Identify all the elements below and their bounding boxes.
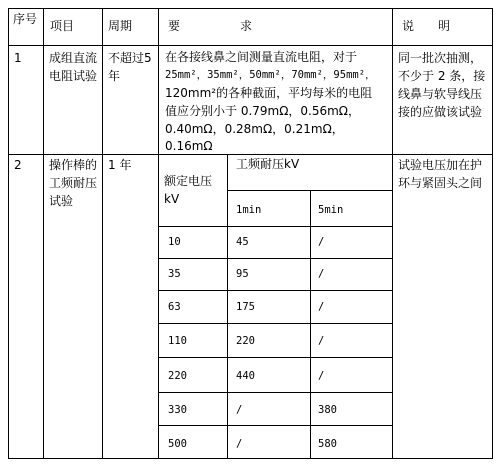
row1-req-line: 在各接线鼻之间测量直流电阻，对于 — [165, 50, 358, 64]
grid-line — [158, 357, 392, 358]
row1-req-line: 120mm²的各种截面，平均每米的电阻 — [165, 86, 373, 100]
withstand-1min-cell: 95 — [236, 268, 249, 280]
grid-line — [8, 458, 493, 459]
withstand-5min-cell: / — [318, 301, 325, 313]
withstand-5min-cell: / — [318, 236, 325, 248]
grid-line — [158, 290, 392, 291]
grid-line — [227, 154, 228, 458]
row2-seq: 2 — [14, 158, 22, 172]
header-requirements: 要 求 — [168, 19, 253, 33]
row1-note: 同一批次抽测，不少于 2 条，接线鼻与软导线压接的应做该试验 — [398, 51, 486, 119]
grid-line — [227, 190, 392, 191]
withstand-1min-cell: / — [236, 404, 243, 416]
withstand-1min-cell: 45 — [236, 236, 249, 248]
header-period: 周期 — [108, 19, 133, 33]
subtable-rated-voltage-header: 额定电压kV — [164, 174, 213, 206]
subtable-withstand-header: 工频耐压kV — [236, 157, 300, 171]
withstand-1min-cell: 175 — [236, 301, 255, 313]
header-note: 说 明 — [402, 19, 451, 33]
row2-note: 试验电压加在护环与紧固头之间 — [398, 158, 483, 190]
grid-line — [158, 258, 392, 259]
row1-req-line: 值应分别小于 0.79mΩ，0.56mΩ， — [165, 104, 360, 118]
rated-voltage-cell: 500 — [168, 438, 187, 450]
grid-line — [158, 425, 392, 426]
grid-line — [43, 8, 44, 458]
rated-voltage-cell: 330 — [168, 404, 187, 416]
withstand-5min-cell: / — [318, 335, 325, 347]
rated-voltage-cell: 10 — [168, 236, 181, 248]
header-item: 项目 — [50, 19, 75, 33]
grid-line — [158, 8, 159, 458]
row1-item: 成组直流电阻试验 — [49, 51, 98, 83]
row1-req-line: 0.16mΩ — [165, 139, 213, 153]
grid-line — [8, 45, 493, 46]
grid-line — [158, 323, 392, 324]
grid-line — [392, 8, 393, 458]
row1-period: 不超过5年 — [108, 51, 152, 83]
grid-line — [310, 190, 311, 458]
grid-line — [492, 8, 493, 458]
grid-line — [158, 226, 392, 227]
subtable-5min-header: 5min — [318, 204, 344, 216]
withstand-5min-cell: / — [318, 370, 325, 382]
rated-voltage-cell: 35 — [168, 268, 181, 280]
grid-line — [102, 8, 103, 458]
withstand-5min-cell: 380 — [318, 404, 337, 416]
withstand-1min-cell: 440 — [236, 370, 255, 382]
withstand-1min-cell: 220 — [236, 335, 255, 347]
withstand-5min-cell: / — [318, 268, 325, 280]
row1-seq: 1 — [14, 51, 22, 65]
row1-req-line: 25mm²，35mm²，50mm²，70mm²，95mm²， — [165, 69, 376, 81]
row1-req-line: 0.40mΩ，0.28mΩ，0.21mΩ， — [165, 122, 344, 136]
grid-line — [8, 8, 493, 9]
rated-voltage-cell: 63 — [168, 301, 181, 313]
withstand-5min-cell: 580 — [318, 438, 337, 450]
header-seq: 序号 — [13, 12, 38, 26]
row2-period: 1 年 — [108, 158, 132, 172]
grid-line — [158, 392, 392, 393]
subtable-1min-header: 1min — [236, 204, 262, 216]
rated-voltage-cell: 220 — [168, 370, 187, 382]
row2-item: 操作棒的工频耐压试验 — [49, 158, 98, 208]
rated-voltage-cell: 110 — [168, 335, 187, 347]
grid-line — [8, 8, 9, 458]
withstand-1min-cell: / — [236, 438, 243, 450]
